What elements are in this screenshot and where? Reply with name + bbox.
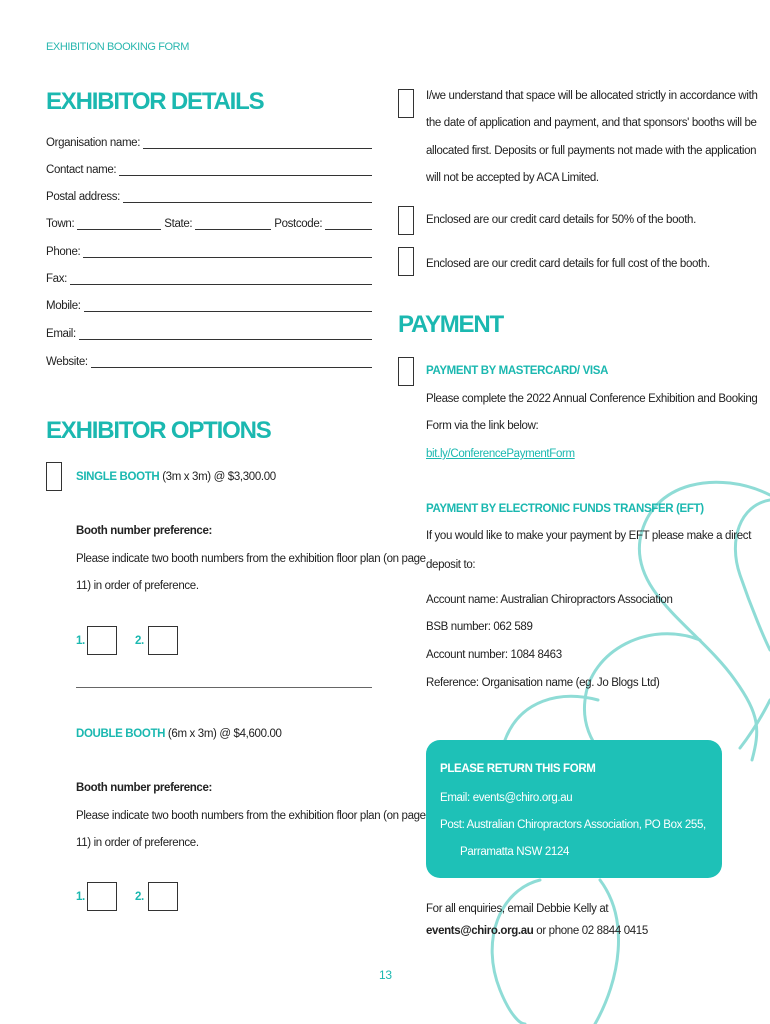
town-state-postcode-row [46,218,372,230]
page-number: 13 [379,968,392,982]
enquiries-line2 [426,924,648,938]
terms-line4: will not be accepted by ACA Limited. [426,172,599,184]
website-label: Website: [46,356,88,368]
terms-checkbox[interactable] [398,89,414,118]
card-payment-checkbox[interactable] [398,357,414,386]
return-panel-heading: PLEASE RETURN THIS FORM [440,763,596,775]
card-payment-heading: PAYMENT BY MASTERCARD/ VISA [426,365,609,377]
postal-address-label: Postal address: [46,191,121,203]
card-payment-line1: Please complete the 2022 Annual Conference Exhibition and Booking [426,393,758,405]
single-pref-box-1[interactable] [87,626,117,655]
terms-line2: the date of application and payment, and that sponsors' booths will be [426,117,757,129]
single-pref-box-2[interactable] [148,626,178,655]
terms-line3: allocated first. Deposits or full payments not made with the application [426,145,757,157]
double-pref-box-2[interactable] [148,882,178,911]
card-payment-line2: Form via the link below: [426,420,539,432]
deposit-50-label: Enclosed are our credit card details for 50% of the booth. [426,214,696,226]
state-field[interactable] [195,220,271,230]
double-pref-number-1: 1. [76,891,85,903]
bsb-number: BSB number: 062 589 [426,621,533,633]
double-pref-line1: Please indicate two booth numbers from the exhibition floor plan (on page [76,810,426,822]
return-email[interactable]: Email: events@chiro.org.au [440,792,573,804]
single-booth-checkbox[interactable] [46,462,62,491]
account-name: Account name: Australian Chiropractors Association [426,594,673,606]
single-booth-option [76,470,276,484]
deposit-50-checkbox[interactable] [398,206,414,235]
single-pref-heading: Booth number preference: [76,525,213,537]
enquiries-phone: or phone 02 8844 0415 [533,925,648,937]
payment-reference: Reference: Organisation name (eg. Jo Blogs Ltd) [426,677,660,689]
payment-heading: PAYMENT [398,311,503,338]
payment-form-link[interactable]: bit.ly/ConferencePaymentForm [426,448,575,460]
organisation-name-field[interactable] [46,137,372,149]
contact-name-label: Contact name: [46,164,117,176]
email-label: Email: [46,328,76,340]
website-field[interactable] [46,356,372,368]
double-booth-name: DOUBLE BOOTH [76,728,166,740]
postcode-label: Postcode: [274,218,323,230]
double-booth-option [76,727,282,741]
enquiries-email[interactable]: events@chiro.org.au [426,925,534,937]
account-number: Account number: 1084 8463 [426,649,562,661]
section-divider [76,687,372,688]
contact-name-field[interactable] [46,164,372,176]
fax-field[interactable] [46,273,372,285]
exhibitor-details-heading: EXHIBITOR DETAILS [46,88,264,115]
single-booth-detail: (3m x 3m) @ $3,300.00 [159,471,276,483]
double-pref-line2: 11) in order of preference. [76,837,199,849]
single-pref-line1: Please indicate two booth numbers from the exhibition floor plan (on page [76,553,426,565]
terms-line1: I/we understand that space will be allocated strictly in accordance with [426,90,758,102]
full-cost-checkbox[interactable] [398,247,414,276]
exhibitor-options-heading: EXHIBITOR OPTIONS [46,417,271,444]
town-label: Town: [46,218,75,230]
postcode-field[interactable] [325,220,372,230]
single-booth-name: SINGLE BOOTH [76,471,160,483]
single-pref-number-2: 2. [135,635,144,647]
fax-label: Fax: [46,273,67,285]
full-cost-label: Enclosed are our credit card details for full cost of the booth. [426,258,710,270]
enquiries-line1: For all enquiries, email Debbie Kelly at [426,903,609,915]
double-pref-heading: Booth number preference: [76,782,213,794]
mobile-label: Mobile: [46,300,81,312]
phone-label: Phone: [46,246,81,258]
eft-line2: deposit to: [426,559,476,571]
organisation-name-label: Organisation name: [46,137,141,149]
single-pref-number-1: 1. [76,635,85,647]
town-field[interactable] [77,220,161,230]
phone-field[interactable] [46,246,372,258]
single-pref-line2: 11) in order of preference. [76,580,199,592]
eft-line1: If you would like to make your payment by EFT please make a direct [426,530,752,542]
mobile-field[interactable] [46,300,372,312]
double-booth-detail: (6m x 3m) @ $4,600.00 [165,728,282,740]
double-pref-box-1[interactable] [87,882,117,911]
double-pref-number-2: 2. [135,891,144,903]
return-post-line1: Post: Australian Chiropractors Association, PO Box 255, [440,819,706,831]
form-header-label: EXHIBITION BOOKING FORM [46,41,189,53]
eft-heading: PAYMENT BY ELECTRONIC FUNDS TRANSFER (EFT) [426,503,704,515]
postal-address-field[interactable] [46,191,372,203]
state-label: State: [164,218,193,230]
return-post-line2: Parramatta NSW 2124 [460,846,570,858]
email-field[interactable] [46,328,372,340]
